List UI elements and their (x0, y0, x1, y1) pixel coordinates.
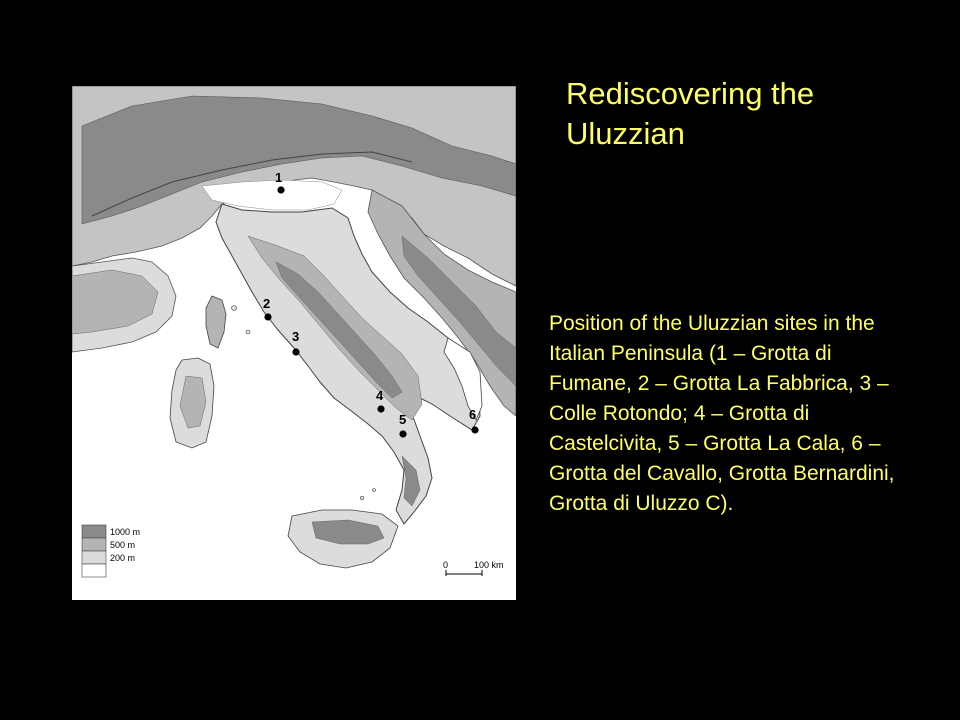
scale-start-label: 0 (443, 560, 449, 570)
island (246, 330, 250, 334)
site-2-label: 2 (263, 296, 271, 311)
site-3-label: 3 (292, 329, 300, 344)
legend-swatch-500 (82, 538, 106, 551)
site-4-dot (377, 405, 384, 412)
site-4-label: 4 (376, 388, 384, 403)
slide-caption: Position of the Uluzzian sites in the Italian Peninsula (1 – Grotta di Fumane, 2 – Grotta La Fabbrica, 3 – Colle Rotondo; 4 – Grotta di Castelcivita, 5 – Grotta La Cala, 6 – Grotta del Cavallo, Grotta Bernardini, Grotta di Uluzzo C). (549, 312, 895, 515)
legend-swatch-lowland (82, 564, 106, 577)
slide-title: Rediscovering the Uluzzian (566, 76, 815, 151)
map-panel (72, 86, 516, 600)
site-5-dot (399, 430, 406, 437)
site-1-label: 1 (275, 170, 283, 185)
legend-swatch-200 (82, 551, 106, 564)
legend-swatch-1000 (82, 525, 106, 538)
site-1-dot (277, 186, 284, 193)
site-6-dot (471, 426, 478, 433)
relief-map (72, 86, 516, 600)
site-3-dot (292, 348, 299, 355)
legend-label-200: 200 m (110, 553, 136, 563)
site-5-label: 5 (399, 412, 407, 427)
site-2-dot (264, 313, 271, 320)
island (373, 489, 376, 492)
site-6-label: 6 (469, 407, 477, 422)
island (232, 306, 237, 311)
scale-end-label: 100 km (474, 560, 504, 570)
legend-label-1000: 1000 m (110, 527, 141, 537)
island (360, 496, 364, 500)
legend-label-500: 500 m (110, 540, 136, 550)
